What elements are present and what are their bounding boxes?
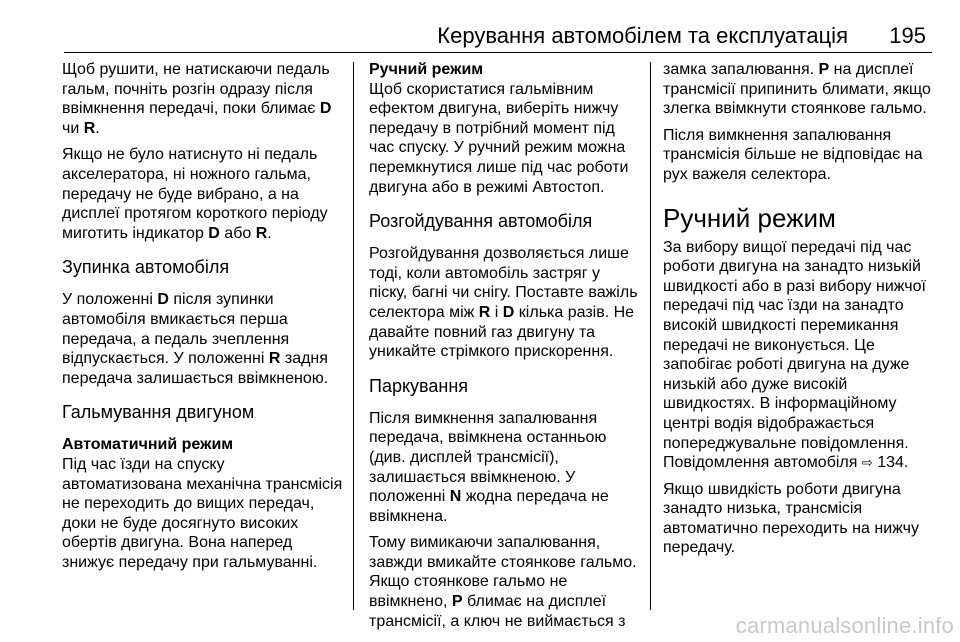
column-divider-1	[353, 62, 354, 610]
paragraph-gear-protection: За вибору вищої передачі під час роботи двигуна на занадто низькій швидкості або в разі вибору нижчої передачі під час їзди на занадто високій швидкості перемикання передачі не виконується. Це запобігає роботі двигуна на дуже низькій або дуже високій швидкостях. В інформаційному центрі водія відображається попереджувальне повідомлення. Повідомлення автомобіля ⇨ 134.	[663, 238, 926, 472]
heading-manual-mode-large: Ручний режим	[663, 202, 836, 233]
paragraph-auto-downshift: Якщо швидкість роботи двигуна занадто низька, трансмісія автоматично переходить на нижчу передачу.	[663, 480, 919, 557]
paragraph-start-off: Щоб рушити, не натискаючи педаль гальм, почніть розгін одразу після ввімкнення передачі, поки блимає D чи R.	[62, 61, 332, 137]
header-divider	[64, 52, 932, 53]
paragraph-selector-no-response: Після вимкнення запалювання трансмісія більше не відповідає на рух важеля селектора.	[663, 126, 923, 183]
watermark: carmanualsonline.info	[735, 613, 954, 638]
column-1	[62, 60, 346, 579]
heading-rocking-vehicle: Розгойдування автомобіля	[369, 211, 593, 232]
page-reference-icon: ⇨	[861, 455, 873, 471]
heading-engine-braking: Гальмування двигуном	[62, 402, 255, 423]
page-number: 195	[889, 23, 926, 48]
paragraph-ignition-lock: замка запалювання. P на дисплеї трансмісії припинить блимати, якщо злегка ввімкнути стоянкове гальмо.	[663, 61, 931, 118]
heading-parking: Паркування	[369, 375, 469, 396]
paragraph-parking: Після вимкнення запалювання передача, ввімкнена останньою (див. дисплей трансмісії), залишається ввімкненою. У положенні N жодна передача не ввімкнена.	[369, 409, 609, 525]
page-header	[0, 0, 960, 52]
column-3	[663, 60, 938, 565]
paragraph-rocking-vehicle: Розгойдування дозволяється лише тоді, коли автомобіль застряг у піску, багні чи снігу. Поставте важіль селектора між R і D кілька разів. Не давайте повний газ двигуну та уникайте стрімкого прискорення.	[369, 245, 638, 361]
paragraph-manual-mode: Щоб скористатися гальмівним ефектом двигуна, виберіть нижчу передачу в потрібний момент під час спуску. У ручний режим можна перемкнутися лише під час роботи двигуна або в режимі Автостоп.	[369, 80, 629, 196]
paragraph-parking-brake: Тому вимикаючи запалювання, завжди вмикайте стоянкове гальмо. Якщо стоянкове гальмо не ввімкнено, P блимає на дисплеї трансмісії, а ключ не виймається з	[369, 534, 637, 630]
heading-automatic-mode: Автоматичний режим	[62, 436, 234, 454]
page-title: Керування автомобілем та експлуатація	[437, 23, 848, 48]
heading-manual-mode: Ручний режим	[369, 61, 484, 78]
paragraph-indicator: Якщо не було натиснуто ні педаль акселератора, ні ножного гальма, передачу не буде вибрано, а на дисплеї протягом короткого періоду миготить індикатор D або R.	[62, 146, 328, 242]
column-2	[369, 60, 639, 638]
paragraph-vehicle-stop: У положенні D після зупинки автомобіля вмикається перша передача, а педаль зчеплення відпускається. У положенні R задня передача залишається ввімкненою.	[62, 291, 329, 387]
column-divider-2	[650, 62, 651, 610]
paragraph-automatic-mode: Під час їзди на спуску автоматизована механічна трансмісія не переходить до вищих передач, доки не буде досягнуто високих обертів двигуна. Вона наперед знижує передачу при гальмуванні.	[62, 455, 343, 571]
heading-vehicle-stop: Зупинка автомобіля	[62, 257, 230, 278]
